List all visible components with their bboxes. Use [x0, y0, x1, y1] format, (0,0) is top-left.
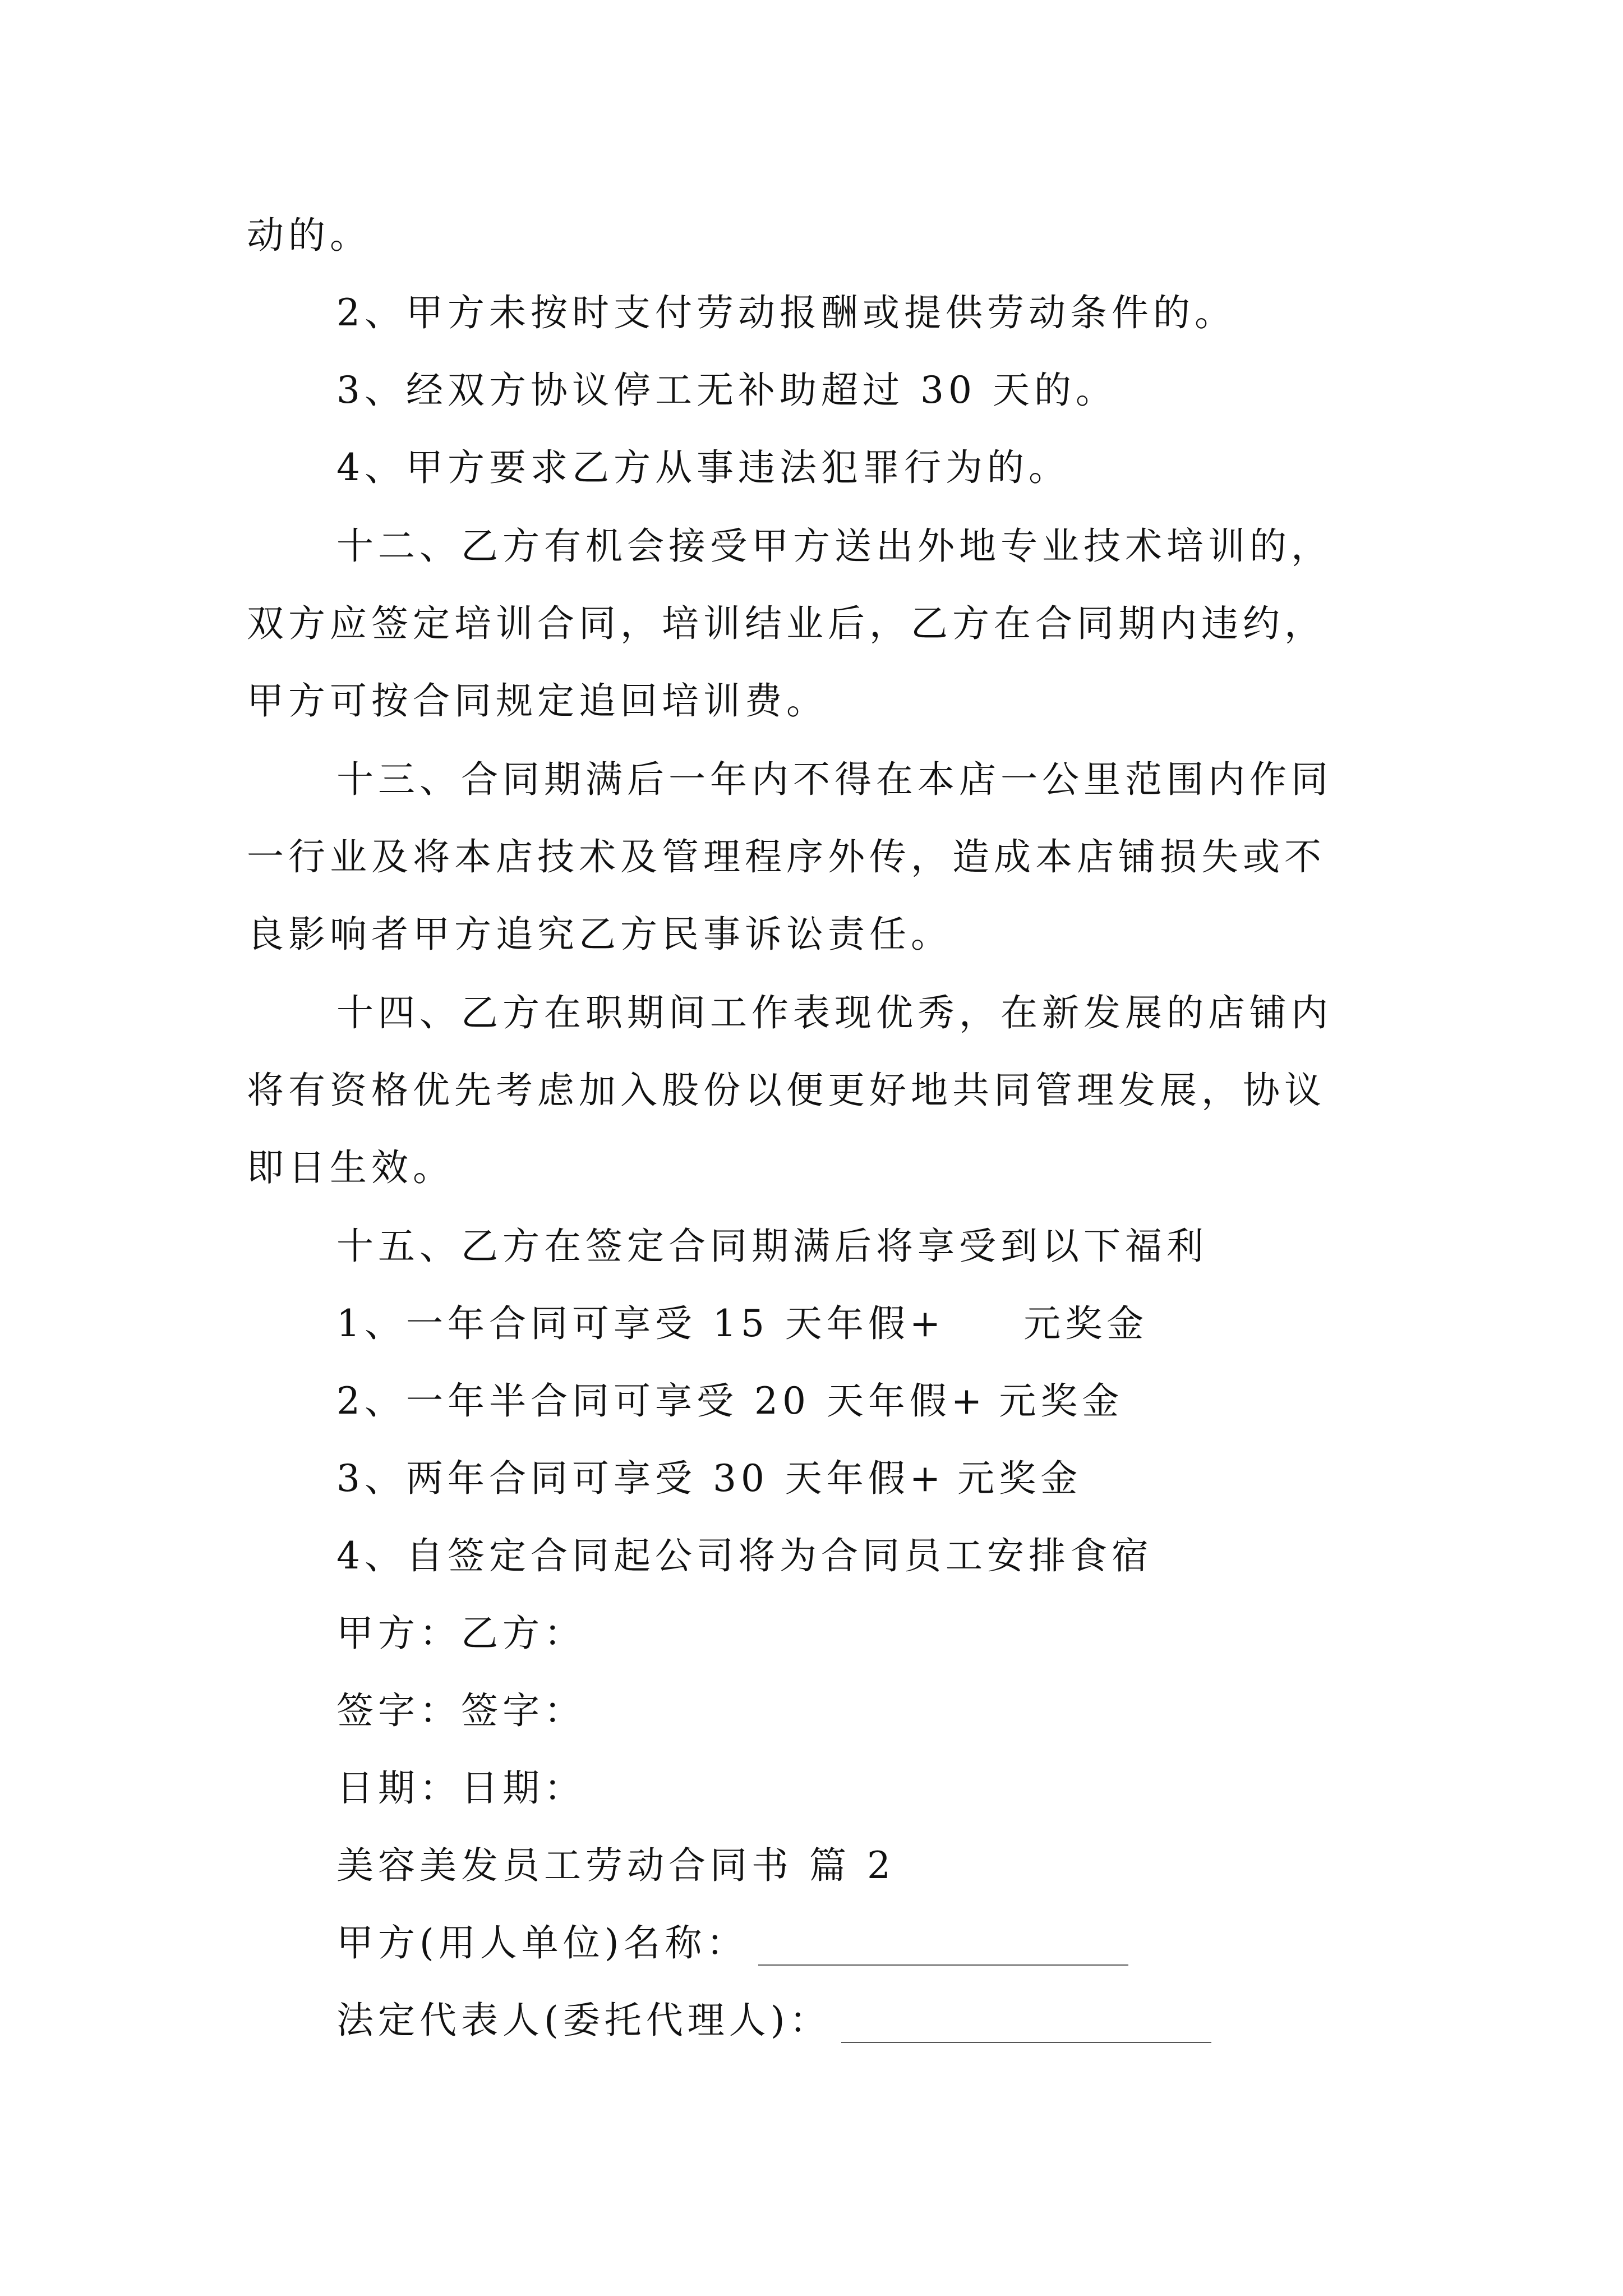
benefit-item-2-text: 2、一年半合同可享受 20 天年假+ [336, 1379, 987, 1423]
clause-14-line-1: 十四、乙方在职期间工作表现优秀，在新发展的店铺内 [336, 991, 1332, 1034]
clause-15-heading: 十五、乙方在签定合同期满后将享受到以下福利 [336, 1225, 1208, 1268]
benefit-item-1-text: 1、一年合同可享受 15 天年假+ [336, 1302, 946, 1345]
benefit-item-3-text: 3、两年合同可享受 30 天年假+ [336, 1457, 946, 1500]
benefit-item-1 [336, 1301, 1148, 1346]
legal-rep-blank [841, 2009, 1211, 2043]
benefit-item-1-bonus: 元奖金 [1023, 1302, 1149, 1345]
date-labels: 日期：日期： [336, 1766, 585, 1810]
clause-13-line-3: 良影响者甲方追究乙方民事诉讼责任。 [247, 913, 952, 956]
clause-13-line-1: 十三、合同期满后一年内不得在本店一公里范围内作同 [336, 758, 1332, 801]
benefit-item-3 [336, 1456, 1082, 1501]
text-line: 2、甲方未按时支付劳动报酬或提供劳动条件的。 [336, 291, 1236, 334]
clause-12-line-3: 甲方可按合同规定追回培训费。 [247, 679, 828, 723]
text-line: 动的。 [247, 214, 371, 257]
benefit-item-3-bonus: 元奖金 [957, 1457, 1082, 1500]
party-labels: 甲方：乙方： [336, 1612, 585, 1655]
clause-13-line-2: 一行业及将本店技术及管理程序外传，造成本店铺损失或不 [247, 835, 1326, 878]
legal-rep-row [336, 1998, 1211, 2043]
clause-12-line-1: 十二、乙方有机会接受甲方送出外地专业技术培训的， [336, 524, 1332, 568]
benefit-item-2-bonus: 元奖金 [999, 1379, 1124, 1423]
clause-14-line-3: 即日生效。 [247, 1146, 454, 1189]
clause-12-line-2: 双方应签定培训合同，培训结业后，乙方在合同期内违约， [247, 602, 1326, 645]
text-line: 3、经双方协议停工无补助超过 30 天的。 [336, 369, 1117, 412]
benefit-item-4: 4、自签定合同起公司将为合同员工安排食宿 [336, 1534, 1153, 1577]
clause-14-line-2: 将有资格优先考虑加入股份以便更好地共同管理发展，协议 [247, 1069, 1326, 1112]
employer-name-blank [758, 1932, 1128, 1966]
signature-labels: 签字：签字： [336, 1689, 585, 1732]
employer-name-label: 甲方(用人单位)名称： [336, 1921, 748, 1964]
section-title: 美容美发员工劳动合同书 篇 2 [336, 1844, 895, 1887]
legal-rep-label: 法定代表人(委托代理人)： [336, 1999, 831, 2042]
employer-name-row [336, 1921, 1128, 1966]
benefit-item-2 [336, 1379, 1123, 1424]
text-line: 4、甲方要求乙方从事违法犯罪行为的。 [336, 446, 1070, 489]
